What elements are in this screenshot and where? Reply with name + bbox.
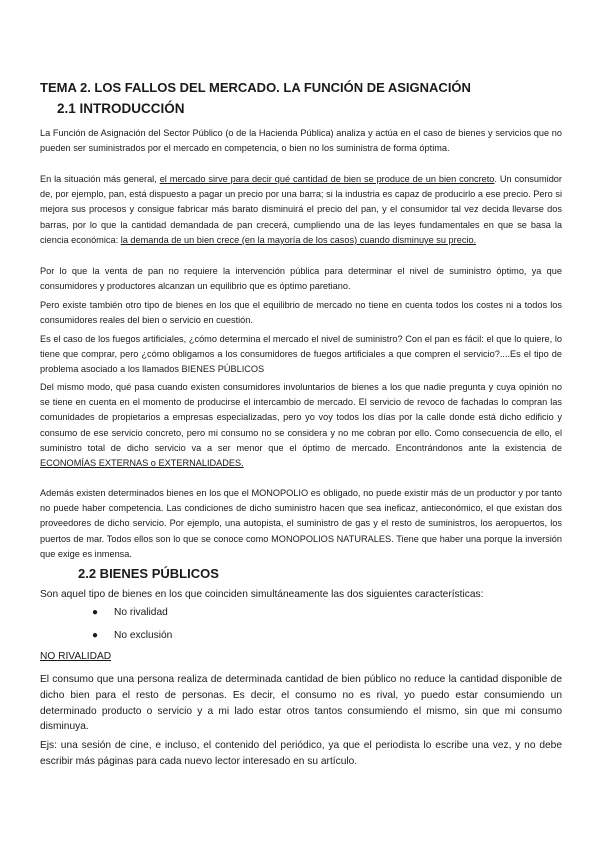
characteristics-list [92,605,172,651]
underlined-text: ECONOMÍAS EXTERNAS o EXTERNALIDADES. [40,458,244,469]
paragraph-situacion-general [40,172,562,248]
section-heading-introduccion: 2.1 INTRODUCCIÓN [57,101,185,116]
subheading-no-rivalidad: NO RIVALIDAD [40,651,112,662]
paragraph-externalidades [40,380,562,471]
list-item [92,628,172,651]
paragraph-no-rivalidad: El consumo que una persona realiza de determinada cantidad de bien público no reduce la cantidad disponible de dicho bien para el resto de personas. Es decir, el consumo no es rival, yo puedo estar consumiendo un determinado producto o servicio y a mi lado estar otros tantos consumiendo el mismo, sin que mi consumo disminuya. [40,674,562,733]
bullet-icon: ● [92,630,99,641]
list-item-label: No rivalidad [114,607,168,618]
bullet-icon: ● [92,607,99,618]
section-heading-bienes-publicos: 2.2 BIENES PÚBLICOS [78,566,219,581]
list-item [92,605,172,628]
paragraph-fuegos-artificiales: Es el caso de los fuegos artificiales, ¿cómo determina el mercado el nivel de suministro? Con el pan es fácil: el que lo quiere, lo tiene que comprar, pero ¿cómo obligamos a los consumidores de fuegos artificiales a que compren el servicio?....Es el tipo de problema asociado a los llamados BIENES PÚBLICOS [40,334,562,375]
text-span: . Un consumidor de, por ejemplo, pan, está dispuesto a pagar un precio por una barra; si la industria es capaz de producirlo a ese precio. Pero si mejora sus procesos y consigue fabricar más barato disminuirá el precio del pan, y el consumidor tal vez decida llevarse dos barras, por lo que la cantidad demandada de pan crecerá, cumpliendo una de las leyes fundamentales en que se basa la ciencia económica: [40,174,562,245]
text-span: Del mismo modo, qué pasa cuando existen consumidores involuntarios de bienes a los que nadie pregunta y cuya opinión no se tiene en cuenta en el momento de producirse el intercambio de mercado. El servicio de revoco de fachadas lo compran las comunidades de propietarios a empresas especializadas, pero yo voy todos los días por la calle donde está dicho edificio y consumo de ese servicio concreto, pero mi consumo no se considera y no me cobran por ello. Como consecuencia de ello, el suministro total de dicho servicio va a ser menor que el óptimo de mercado. Encontrándonos ante la existencia de [40,382,562,453]
paragraph-funcion-asignacion: La Función de Asignación del Sector Público (o de la Hacienda Pública) analiza y actúa en el caso de bienes y servicios que no pueden ser suministrados por el mercado en competencia, o bien no los suministra de forma óptima. [40,128,562,154]
list-item-label: No exclusión [114,630,173,641]
paragraph-venta-pan: Por lo que la venta de pan no requiere la intervención pública para determinar el nivel de suministro óptimo, ya que consumidores y productores alcanzan un equilibrio que es óptimo paretiano. [40,266,562,292]
paragraph-otro-tipo-bienes: Pero existe también otro tipo de bienes en los que el equilibrio de mercado no tiene en cuenta todos los costes ni a todos los consumidores reales del bien o servicio en cuestión. [40,300,562,326]
paragraph-definicion-bienes-publicos: Son aquel tipo de bienes en los que coinciden simultáneamente las dos siguientes características: [40,589,484,600]
paragraph-ejemplos: Ejs: una sesión de cine, e incluso, el contenido del periódico, ya que el periodista lo escribe una vez, y no debe escribir más páginas para cada nuevo lector interesado en su artículo. [40,740,562,767]
text-span: En la situación más general, [40,174,160,184]
page-title: TEMA 2. LOS FALLOS DEL MERCADO. LA FUNCIÓN DE ASIGNACIÓN [40,80,471,95]
paragraph-monopolio: Además existen determinados bienes en los que el MONOPOLIO es obligado, no puede existir más de un productor y por tanto no puede haber competencia. Las condiciones de dicho suministro hacen que sea ineficaz, antieconómico, el que existan dos proveedores de dicho servicio. Por ejemplo, una autopista, el suministro de gas y el resto de suministros, los aeropuertos, los puertos de mar. Todos ellos son lo que se conoce como MONOPOLIOS NATURALES. Tiene que haber una porque la inversión que exige es inmensa. [40,488,562,559]
underlined-text: la demanda de un bien crece (en la mayoría de los casos) cuando disminuye su precio. [120,234,477,245]
underlined-text: el mercado sirve para decir qué cantidad de bien se produce de un bien concreto [159,174,495,184]
